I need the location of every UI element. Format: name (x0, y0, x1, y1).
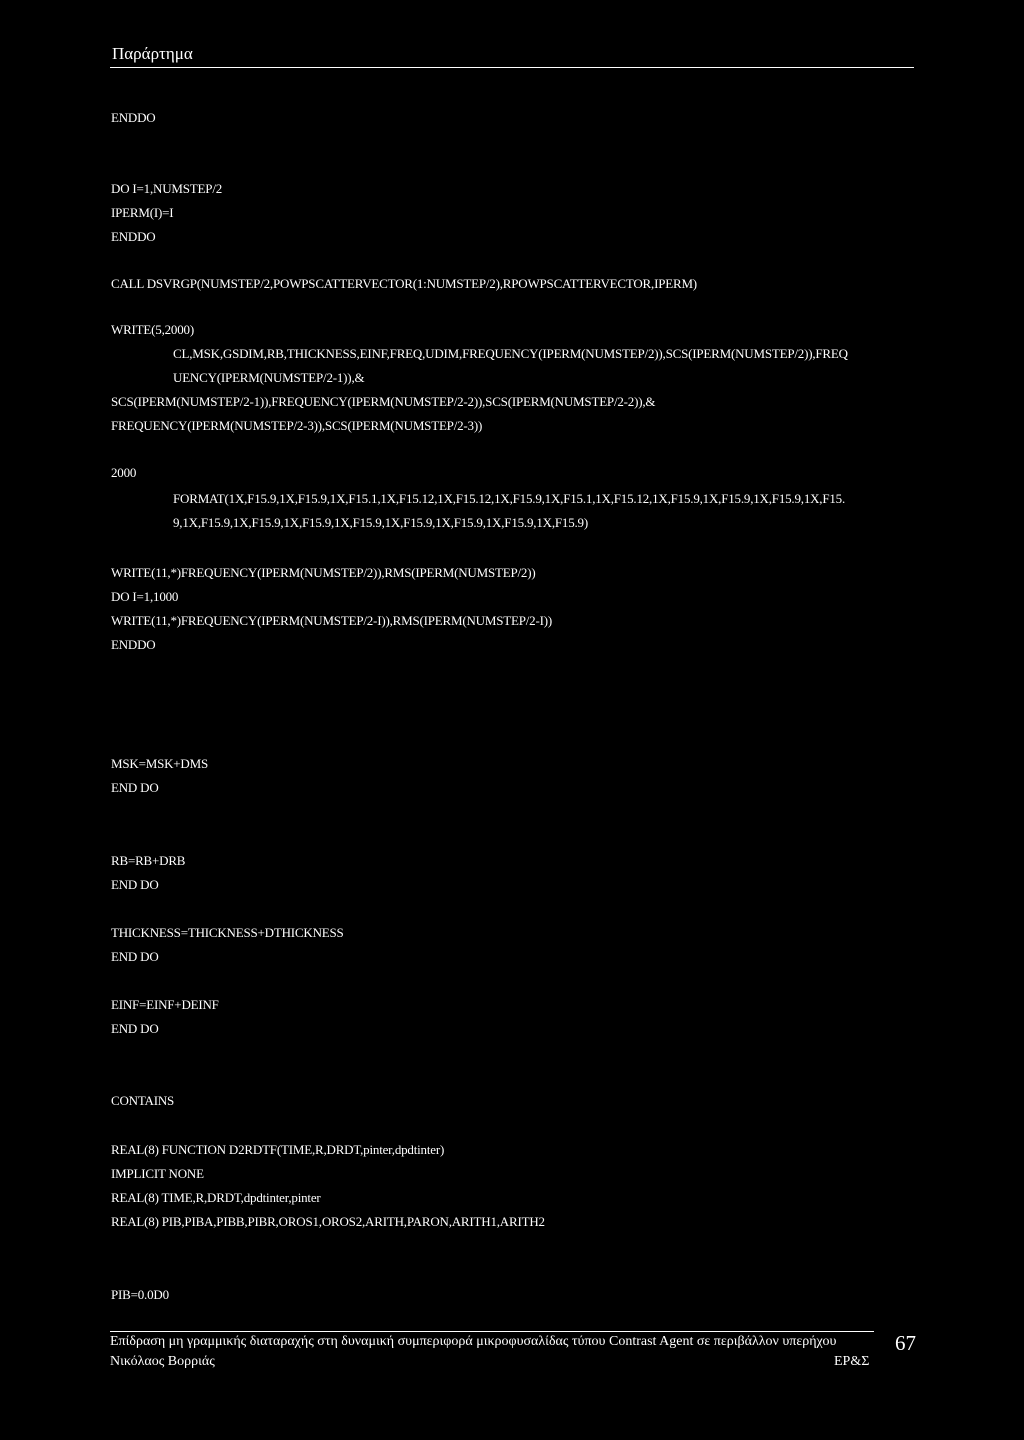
code-line: CALL DSVRGP(NUMSTEP/2,POWPSCATTERVECTOR(1:NUMSTEP/2),RPOWPSCATTERVECTOR,IPERM) (111, 276, 697, 291)
code-line: RB=RB+DRB (111, 853, 186, 868)
code-line: END DO (111, 1021, 159, 1036)
code-line: END DO (111, 780, 159, 795)
code-line: ENDDO (111, 110, 156, 125)
code-line: SCS(IPERM(NUMSTEP/2-1)),FREQUENCY(IPERM(NUMSTEP/2-2)),SCS(IPERM(NUMSTEP/2-2)),& (111, 394, 656, 409)
code-line: WRITE(11,*)FREQUENCY(IPERM(NUMSTEP/2-I)),RMS(IPERM(NUMSTEP/2-I)) (111, 613, 552, 628)
code-line: ENDDO (111, 229, 156, 244)
page-header-title: Παράρτημα (112, 44, 193, 63)
code-line: CONTAINS (111, 1093, 175, 1108)
code-line: PIB=0.0D0 (111, 1287, 169, 1302)
footer-divider (110, 1331, 874, 1332)
code-line: END DO (111, 949, 159, 964)
code-line: FORMAT(1X,F15.9,1X,F15.9,1X,F15.1,1X,F15.12,1X,F15.12,1X,F15.9,1X,F15.1,1X,F15.12,1X,F15.9,1X,F15.9,1X,F15.9,1X,F15. (173, 491, 846, 506)
code-line: DO I=1,1000 (111, 589, 179, 604)
code-line: THICKNESS=THICKNESS+DTHICKNESS (111, 925, 344, 940)
code-line: CL,MSK,GSDIM,RB,THICKNESS,EINF,FREQ,UDIM,FREQUENCY(IPERM(NUMSTEP/2)),SCS(IPERM(NUMSTEP/2)),FREQ (173, 346, 848, 361)
footer-author: Νικόλαος Βορριάς (110, 1354, 215, 1369)
code-line: END DO (111, 877, 159, 892)
code-line: WRITE(11,*)FREQUENCY(IPERM(NUMSTEP/2)),RMS(IPERM(NUMSTEP/2)) (111, 565, 536, 580)
code-line: REAL(8) TIME,R,DRDT,dpdtinter,pinter (111, 1190, 321, 1205)
footer-department: ΕΡ&Σ (834, 1354, 870, 1369)
code-line: IMPLICIT NONE (111, 1166, 204, 1181)
page-number: 67 (895, 1331, 916, 1355)
code-line: ENDDO (111, 637, 156, 652)
code-line: IPERM(I)=I (111, 205, 174, 220)
format-label: 2000 (111, 465, 137, 480)
code-line: MSK=MSK+DMS (111, 756, 208, 771)
footer-thesis-title: Επίδραση μη γραμμικής διαταραχής στη δυναμική συμπεριφορά μικροφυσαλίδας τύπου Contrast Agent σε περιβάλλον υπερήχου (110, 1334, 837, 1349)
code-line: WRITE(5,2000) (111, 322, 194, 337)
header-divider (110, 67, 914, 68)
code-line: EINF=EINF+DEINF (111, 997, 219, 1012)
code-line: UENCY(IPERM(NUMSTEP/2-1)),& (173, 370, 365, 385)
code-line: 9,1X,F15.9,1X,F15.9,1X,F15.9,1X,F15.9,1X,F15.9,1X,F15.9,1X,F15.9,1X,F15.9) (173, 515, 588, 530)
code-line: REAL(8) FUNCTION D2RDTF(TIME,R,DRDT,pinter,dpdtinter) (111, 1142, 445, 1157)
code-line: DO I=1,NUMSTEP/2 (111, 181, 223, 196)
code-line: FREQUENCY(IPERM(NUMSTEP/2-3)),SCS(IPERM(NUMSTEP/2-3)) (111, 418, 483, 433)
code-line: REAL(8) PIB,PIBA,PIBB,PIBR,OROS1,OROS2,ARITH,PARON,ARITH1,ARITH2 (111, 1214, 545, 1229)
